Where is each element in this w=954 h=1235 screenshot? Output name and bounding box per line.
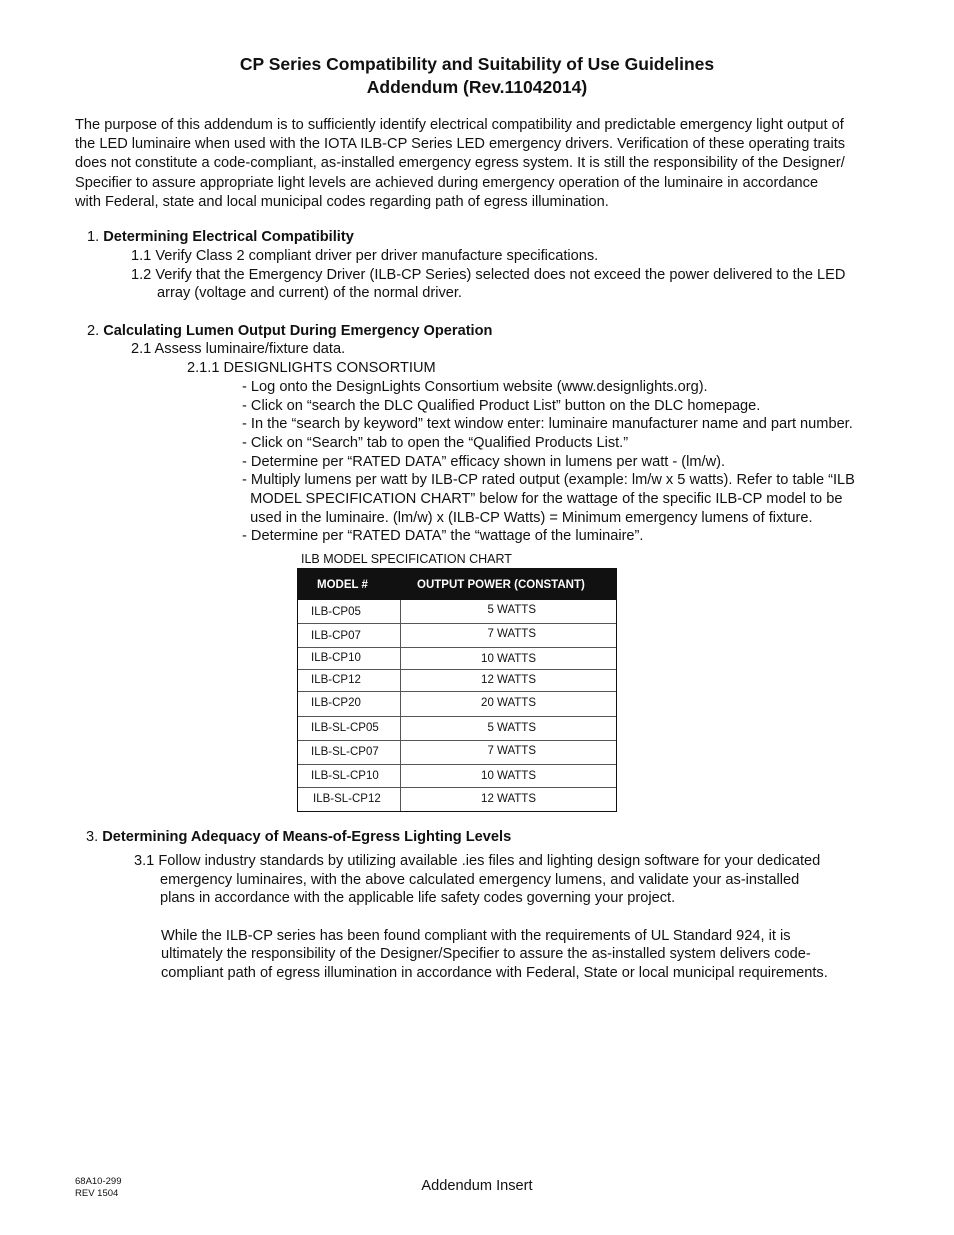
section1-number: 1.	[87, 229, 100, 245]
dlc-step: - Log onto the DesignLights Consortium website (www.designlights.org).	[242, 379, 708, 395]
power-cell: 5 WATTS	[487, 722, 536, 734]
dlc-step-cont: MODEL SPECIFICATION CHART” below for the wattage of the specific ILB-CP model to be	[242, 491, 843, 507]
page-subtitle: Addendum (Rev.11042014)	[366, 77, 588, 97]
dlc-step: - Multiply lumens per watt by ILB-CP rated output (example: lm/w x 5 watts). Refer to table “ILB	[242, 472, 855, 488]
model-cell: ILB-CP20	[311, 697, 361, 709]
table-row	[298, 787, 616, 812]
footer-revision: REV 1504	[75, 1188, 119, 1199]
footer-title: Addendum Insert	[421, 1178, 533, 1194]
dlc-step: - Determine per “RATED DATA” the “wattage of the luminaire”.	[242, 528, 644, 544]
dlc-step: - In the “search by keyword” text window enter: luminaire manufacturer name and part number.	[242, 416, 853, 432]
power-cell: 12 WATTS	[481, 674, 536, 686]
power-cell: 7 WATTS	[487, 628, 536, 640]
model-cell: ILB-CP05	[311, 606, 361, 618]
power-cell: 5 WATTS	[487, 604, 536, 616]
table-row	[298, 623, 616, 648]
model-cell: ILB-SL-CP10	[311, 770, 379, 782]
dlc-step: - Click on “search the DLC Qualified Product List” button on the DLC homepage.	[242, 398, 761, 414]
section1-item2-cont: array (voltage and current) of the normal driver.	[157, 285, 462, 301]
table-row	[298, 740, 616, 765]
spec-chart-table	[297, 568, 617, 812]
section3-number: 3.	[86, 829, 99, 845]
section3-item1-cont: emergency luminaires, with the above calculated emergency lumens, and validate your as-installed	[160, 872, 800, 888]
intro-line: the LED luminaire when used with the IOTA ILB-CP Series LED emergency drivers. Verification of these operating traits	[75, 136, 846, 153]
dlc-step-cont: used in the luminaire. (lm/w) x (ILB-CP Watts) = Minimum emergency lumens of fixture.	[242, 510, 813, 526]
model-cell: ILB-SL-CP07	[311, 746, 379, 758]
intro-line: with Federal, state and local municipal codes regarding path of egress illumination.	[75, 193, 609, 210]
dlc-step: - Determine per “RATED DATA” efficacy shown in lumens per watt - (lm/w).	[242, 454, 726, 470]
section1-heading	[87, 228, 354, 247]
section2-sub: 2.1 Assess luminaire/fixture data.	[131, 341, 346, 357]
power-cell: 7 WATTS	[487, 745, 536, 757]
section3-item1: 3.1 Follow industry standards by utilizing available .ies files and lighting design software for your dedicated	[134, 853, 821, 869]
column-header-power: OUTPUT POWER (CONSTANT)	[417, 579, 585, 591]
section3-item1-cont: plans in accordance with the applicable life safety codes governing your project.	[160, 890, 676, 906]
model-cell: ILB-CP12	[311, 674, 361, 686]
table-row	[298, 600, 616, 623]
section3-heading	[86, 828, 511, 847]
intro-line: Specifier to assure appropriate light levels are achieved during emergency operation of the luminaire in accordance	[75, 174, 819, 191]
power-cell: 20 WATTS	[481, 697, 536, 709]
model-cell: ILB-SL-CP12	[313, 793, 381, 805]
compliance-note-cont: ultimately the responsibility of the Designer/Specifier to assure the as-installed system delivers code-	[161, 946, 811, 962]
table-row	[298, 716, 616, 741]
power-cell: 12 WATTS	[481, 793, 536, 805]
page-title: CP Series Compatibility and Suitability of Use Guidelines	[239, 54, 715, 74]
model-cell: ILB-CP10	[311, 652, 361, 664]
compliance-note: While the ILB-CP series has been found compliant with the requirements of UL Standard 924, it is	[161, 928, 791, 944]
section2-number: 2.	[87, 323, 100, 339]
table-row	[298, 764, 616, 788]
intro-paragraph	[75, 116, 905, 212]
spec-chart-header	[298, 569, 616, 600]
section1-item2: 1.2 Verify that the Emergency Driver (ILB-CP Series) selected does not exceed the power delivered to the LED	[131, 267, 846, 283]
section1-title: Determining Electrical Compatibility	[103, 229, 354, 245]
section2-heading	[87, 322, 492, 341]
footer-doc-number: 68A10-299	[75, 1176, 122, 1187]
section2-title: Calculating Lumen Output During Emergency Operation	[103, 323, 493, 339]
table-row	[298, 669, 616, 692]
section3-title: Determining Adequacy of Means-of-Egress Lighting Levels	[102, 829, 512, 845]
table-row	[298, 647, 616, 670]
dlc-step: - Click on “Search” tab to open the “Qualified Products List.”	[242, 435, 629, 451]
power-cell: 10 WATTS	[481, 653, 536, 665]
intro-line: The purpose of this addendum is to sufficiently identify electrical compatibility and predictable emergency light output of	[75, 117, 844, 133]
table-row	[298, 691, 616, 717]
intro-line: does not constitute a code-compliant, as-installed emergency egress system. It is still the responsibility of the Designer/	[75, 155, 845, 172]
compliance-note-cont: compliant path of egress illumination in accordance with Federal, State or local municipal requirements.	[161, 965, 828, 981]
model-cell: ILB-SL-CP05	[311, 722, 379, 734]
spec-chart-label: ILB MODEL SPECIFICATION CHART	[301, 552, 512, 566]
model-cell: ILB-CP07	[311, 630, 361, 642]
column-header-model: MODEL #	[317, 579, 368, 591]
power-cell: 10 WATTS	[481, 770, 536, 782]
section1-item1: 1.1 Verify Class 2 compliant driver per driver manufacture specifications.	[131, 248, 599, 264]
section2-subsub: 2.1.1 DESIGNLIGHTS CONSORTIUM	[187, 360, 436, 376]
